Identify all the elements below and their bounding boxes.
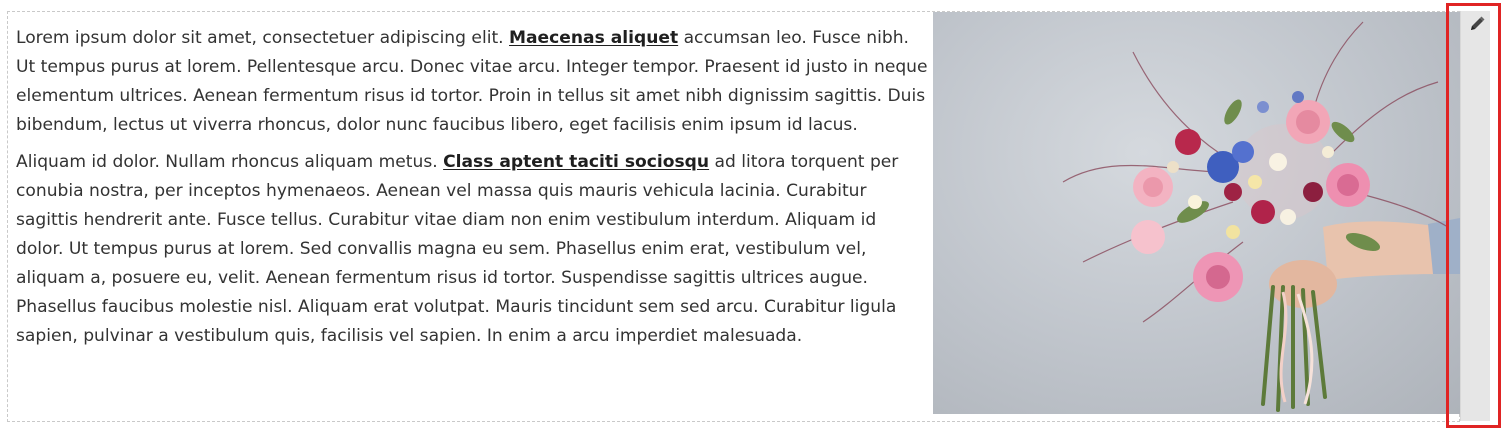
paragraph-1-text-start: Lorem ipsum dolor sit amet, consectetuer adipiscing elit. <box>16 28 510 48</box>
paragraph-2 <box>16 148 928 351</box>
paragraph-2-text-end: ad litora torquent per conubia nostra, per inceptos hymenaeos. Aenean vel massa quis mauris vehicula lacinia. Curabitur sagittis hendrerit ante. Fusce tellus. Curabitur vitae diam non enim vestibulum interdum. Aliquam id dolor. Ut tempus purus at lorem. Sed convallis magna eu sem. Phasellus enim erat, vestibulum vel, aliquam a, posuere eu, velit. Aenean fermentum risus id tortor. Suspendisse sagittis ultrices augue. Phasellus faucibus molestie nisl. Aliquam erat volutpat. Mauris tincidunt sem sed arcu. Curabitur ligula sapien, pulvinar a vestibulum quis, facilisis vel sapien. In enim a arcu imperdiet malesuada. <box>16 152 899 346</box>
text-column[interactable] <box>16 24 928 359</box>
bouquet-illustration <box>933 12 1460 414</box>
paragraph-1 <box>16 24 928 140</box>
paragraph-1-text-end: accumsan leo. Fusce nibh. Ut tempus purus at lorem. Pellentesque arcu. Donec vitae arcu. Integer tempor. Praesent id justo in neque elementum ultrices. Aenean fermentum risus id tortor. Proin in tellus sit amet nibh dignissim sagittis. Duis bibendum, lectus ut viverra rhoncus, dolor nunc faucibus libero, eget facilisis enim ipsum id lacus. <box>16 28 928 135</box>
highlight-frame <box>1446 3 1501 428</box>
paragraph-2-text-start: Aliquam id dolor. Nullam rhoncus aliquam metus. <box>16 152 444 172</box>
class-aptent-link[interactable]: Class aptent taciti sociosqu <box>443 152 710 172</box>
maecenas-aliquet-link[interactable]: Maecenas aliquet <box>509 28 679 48</box>
bouquet-image[interactable] <box>933 12 1460 414</box>
